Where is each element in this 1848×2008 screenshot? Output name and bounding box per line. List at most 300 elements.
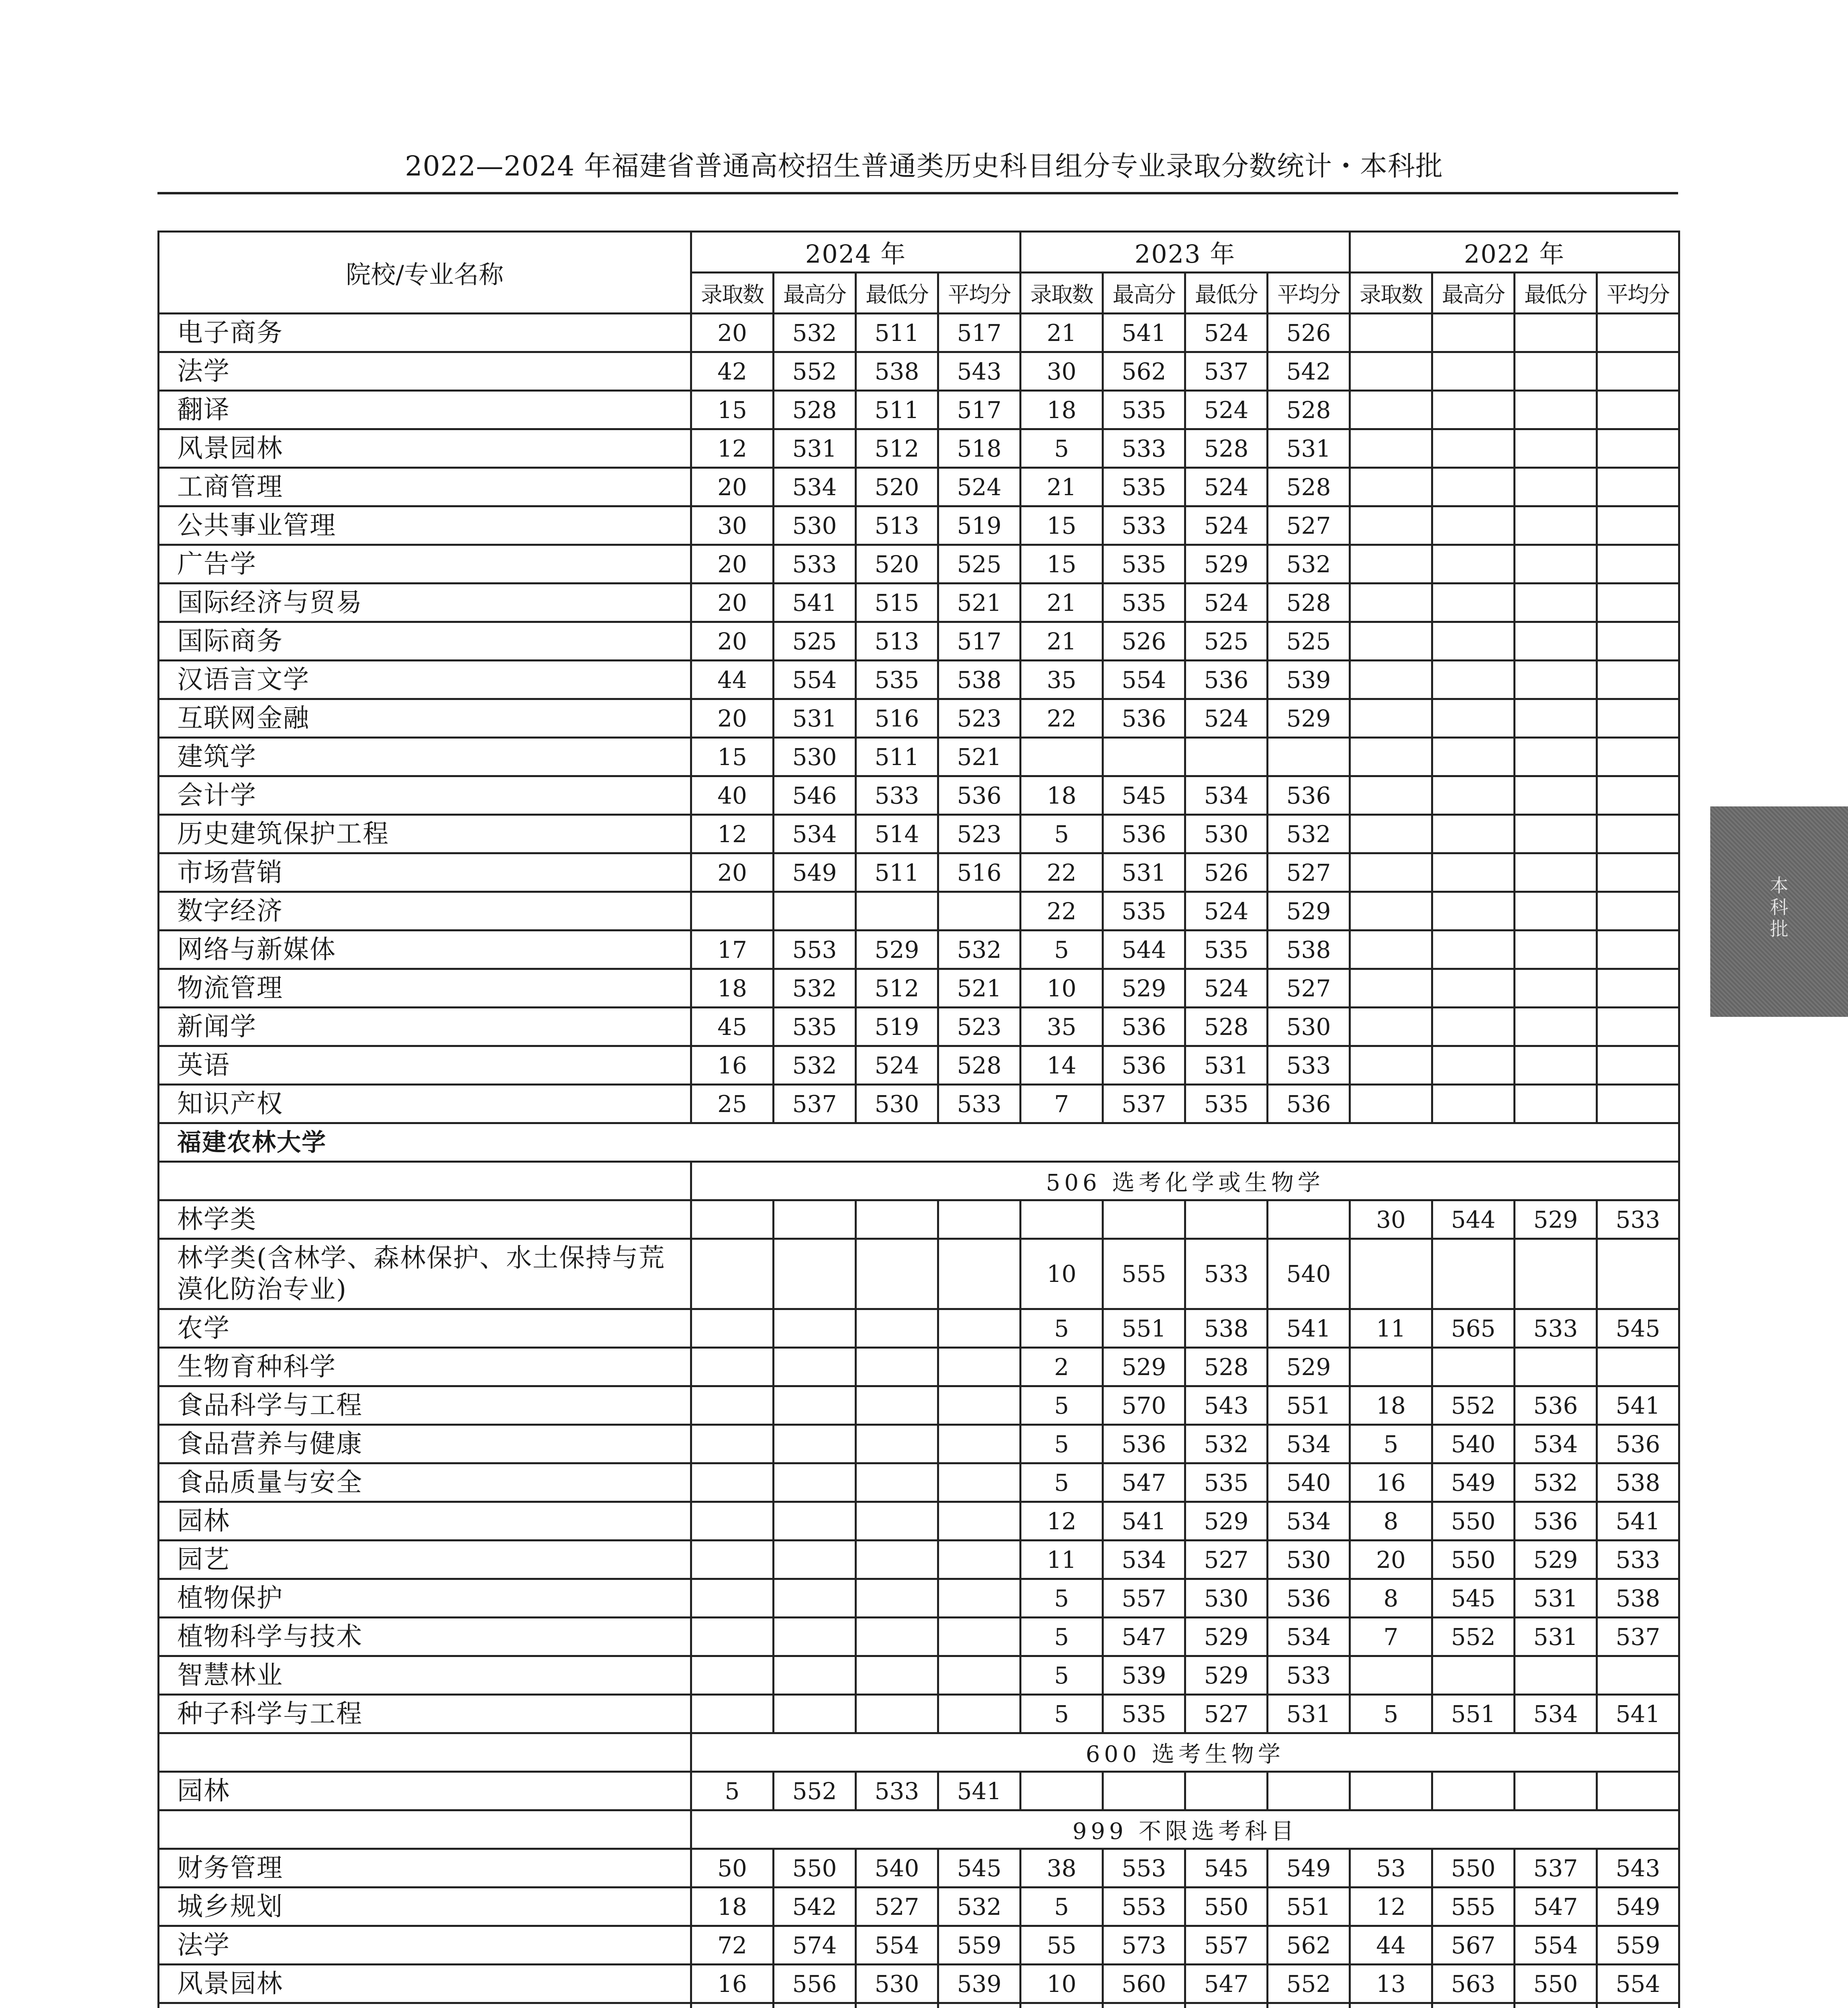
cell-2023-admitted: 11 bbox=[1021, 1541, 1103, 1579]
cell-2022-min: 531 bbox=[1515, 1579, 1597, 1618]
major-name: 数字经济 bbox=[159, 892, 691, 931]
cell-2024-min: 511 bbox=[856, 853, 938, 892]
cell-2023-admitted bbox=[1021, 738, 1103, 776]
cell-2023-avg bbox=[1268, 738, 1350, 776]
cell-2024-avg: 532 bbox=[938, 931, 1021, 969]
cell-2024-min bbox=[856, 1309, 938, 1348]
cell-2024-max bbox=[774, 1463, 856, 1502]
cell-2023-min: 524 bbox=[1185, 391, 1268, 429]
major-name: 法学 bbox=[159, 352, 691, 391]
cell-2024-avg bbox=[938, 1695, 1021, 1733]
cell-2024-max: 556 bbox=[774, 1965, 856, 2003]
cell-2023-max: 529 bbox=[1103, 969, 1185, 1008]
cell-2024-min bbox=[856, 1695, 938, 1733]
cell-2022-admitted bbox=[1350, 661, 1432, 699]
cell-2022-max bbox=[1432, 969, 1515, 1008]
cell-2023-admitted: 2 bbox=[1021, 1348, 1103, 1386]
cell-2024-admitted: 72 bbox=[691, 1926, 774, 1965]
cell-2022-min bbox=[1515, 506, 1597, 545]
cell-2024-min: 512 bbox=[856, 429, 938, 468]
cell-2023-max: 526 bbox=[1103, 622, 1185, 661]
cell-2022-admitted: 12 bbox=[1350, 1888, 1432, 1926]
cell-2022-min bbox=[1515, 738, 1597, 776]
cell-2023-admitted bbox=[1021, 1772, 1103, 1810]
cell-2024-max: 535 bbox=[774, 1008, 856, 1046]
cell-2022-avg bbox=[1597, 352, 1679, 391]
side-tab-label bbox=[1710, 875, 1848, 940]
cell-2023-max: 539 bbox=[1103, 1656, 1185, 1695]
year-header-2022: 2022 年 bbox=[1350, 232, 1679, 273]
cell-2023-avg: 530 bbox=[1268, 1008, 1350, 1046]
cell-2024-admitted: 12 bbox=[691, 815, 774, 853]
cell-2022-max bbox=[1432, 931, 1515, 969]
cell-2023-max: 547 bbox=[1103, 1463, 1185, 1502]
cell-2022-avg bbox=[1597, 892, 1679, 931]
major-name: 英语 bbox=[159, 1046, 691, 1085]
cell-2023-min: 524 bbox=[1185, 969, 1268, 1008]
cell-2022-avg bbox=[1597, 776, 1679, 815]
cell-2022-max: 567 bbox=[1432, 1926, 1515, 1965]
table-row bbox=[159, 429, 1679, 468]
cell-2023-max: 551 bbox=[1103, 1309, 1185, 1348]
cell-2023-avg: 540 bbox=[1268, 1239, 1350, 1309]
cell-2022-min bbox=[1515, 1656, 1597, 1695]
major-name: 植物保护 bbox=[159, 1579, 691, 1618]
cell-2023-min: 537 bbox=[1185, 352, 1268, 391]
cell-2024-avg bbox=[938, 1425, 1021, 1463]
cell-2022-avg bbox=[1597, 1046, 1679, 1085]
cell-2024-admitted bbox=[691, 1386, 774, 1425]
cell-2024-min: 520 bbox=[856, 545, 938, 584]
cell-2022-max bbox=[1432, 352, 1515, 391]
cell-2024-max: 574 bbox=[774, 1926, 856, 1965]
major-name: 风景园林 bbox=[159, 1965, 691, 2003]
cell-2024-admitted bbox=[691, 1309, 774, 1348]
cell-2022-max: 550 bbox=[1432, 1541, 1515, 1579]
major-name: 汉语言文学 bbox=[159, 661, 691, 699]
cell-2023-min: 535 bbox=[1185, 931, 1268, 969]
cell-2023-max: 547 bbox=[1103, 1618, 1185, 1656]
cell-2023-min: 527 bbox=[1185, 1541, 1268, 1579]
cell-2023-admitted: 7 bbox=[1021, 1085, 1103, 1123]
cell-2024-max: 553 bbox=[774, 931, 856, 969]
major-name: 种子科学与工程 bbox=[159, 1695, 691, 1733]
cell-2022-max bbox=[1432, 2003, 1515, 2008]
cell-2024-min bbox=[856, 1348, 938, 1386]
cell-2024-avg: 533 bbox=[938, 1085, 1021, 1123]
cell-2024-max bbox=[774, 1239, 856, 1309]
cell-2024-admitted bbox=[691, 1618, 774, 1656]
cell-2023-admitted: 18 bbox=[1021, 391, 1103, 429]
cell-2022-min: 533 bbox=[1515, 1309, 1597, 1348]
major-name: 历史建筑保护工程 bbox=[159, 815, 691, 853]
cell-2022-admitted: 16 bbox=[1350, 1463, 1432, 1502]
cell-2023-avg: 549 bbox=[1268, 1849, 1350, 1888]
cell-2024-min: 513 bbox=[856, 506, 938, 545]
cell-2024-avg: 559 bbox=[938, 1926, 1021, 1965]
cell-2023-admitted: 5 bbox=[1021, 429, 1103, 468]
major-name: 国际经济与贸易 bbox=[159, 584, 691, 622]
cell-2023-min: 533 bbox=[1185, 1239, 1268, 1309]
cell-2023-max: 555 bbox=[1103, 1239, 1185, 1309]
cell-2024-max: 530 bbox=[774, 506, 856, 545]
cell-2024-max bbox=[774, 1200, 856, 1239]
cell-2023-admitted bbox=[1021, 1200, 1103, 1239]
cell-2023-avg: 562 bbox=[1268, 1926, 1350, 1965]
sub-header-max: 最高分 bbox=[1103, 273, 1185, 314]
cell-2024-min: 519 bbox=[856, 1008, 938, 1046]
cell-2023-avg: 540 bbox=[1268, 1463, 1350, 1502]
cell-2023-min: 529 bbox=[1185, 545, 1268, 584]
cell-2023-max: 535 bbox=[1103, 545, 1185, 584]
cell-2023-admitted: 14 bbox=[1021, 1046, 1103, 1085]
table-row bbox=[159, 1309, 1679, 1348]
table-row bbox=[159, 853, 1679, 892]
cell-2024-max bbox=[774, 1695, 856, 1733]
sub-header-avg: 平均分 bbox=[1268, 273, 1350, 314]
cell-2022-min bbox=[1515, 1348, 1597, 1386]
cell-2023-min: 524 bbox=[1185, 892, 1268, 931]
cell-2024-min: 511 bbox=[856, 314, 938, 352]
cell-2023-avg: 529 bbox=[1268, 699, 1350, 738]
table-row bbox=[159, 699, 1679, 738]
sub-header-min: 最低分 bbox=[1185, 273, 1268, 314]
cell-2023-min: 524 bbox=[1185, 314, 1268, 352]
subject-group-label: 999 不限选考科目 bbox=[691, 1810, 1679, 1849]
cell-2022-avg bbox=[1597, 1008, 1679, 1046]
cell-2024-avg bbox=[938, 1463, 1021, 1502]
cell-2024-min bbox=[856, 2003, 938, 2008]
cell-2024-avg: 541 bbox=[938, 1772, 1021, 1810]
cell-2022-admitted: 53 bbox=[1350, 1849, 1432, 1888]
sub-header-max: 最高分 bbox=[1432, 273, 1515, 314]
cell-2023-avg: 528 bbox=[1268, 468, 1350, 506]
cell-2024-admitted bbox=[691, 1541, 774, 1579]
cell-2023-admitted: 5 bbox=[1021, 1463, 1103, 1502]
cell-2024-max: 542 bbox=[774, 1888, 856, 1926]
cell-2022-avg: 537 bbox=[1597, 1618, 1679, 1656]
cell-2024-admitted bbox=[691, 1656, 774, 1695]
cell-2022-max: 552 bbox=[1432, 1618, 1515, 1656]
cell-2024-max: 546 bbox=[774, 776, 856, 815]
major-name: 网络与新媒体 bbox=[159, 931, 691, 969]
cell-2022-max bbox=[1432, 815, 1515, 853]
cell-2022-admitted bbox=[1350, 1085, 1432, 1123]
major-name: 法学 bbox=[159, 1926, 691, 1965]
cell-2024-min bbox=[856, 1200, 938, 1239]
cell-2022-min bbox=[1515, 1085, 1597, 1123]
cell-2023-min: 557 bbox=[1185, 1926, 1268, 1965]
cell-2023-avg: 531 bbox=[1268, 1695, 1350, 1733]
cell-2024-admitted bbox=[691, 1425, 774, 1463]
cell-2022-min: 532 bbox=[1515, 1463, 1597, 1502]
subject-group-row bbox=[159, 1810, 1679, 1849]
cell-2023-max: 533 bbox=[1103, 429, 1185, 468]
cell-2024-avg: 525 bbox=[938, 545, 1021, 584]
cell-2022-max bbox=[1432, 506, 1515, 545]
cell-2024-min: 511 bbox=[856, 738, 938, 776]
cell-2023-min: 536 bbox=[1185, 661, 1268, 699]
cell-2023-admitted: 10 bbox=[1021, 1239, 1103, 1309]
cell-2023-min: 547 bbox=[1185, 1965, 1268, 2003]
cell-2023-avg: 542 bbox=[1268, 352, 1350, 391]
table-row bbox=[159, 1502, 1679, 1541]
cell-2024-max: 552 bbox=[774, 352, 856, 391]
cell-2024-max bbox=[774, 1656, 856, 1695]
cell-2024-avg: 521 bbox=[938, 584, 1021, 622]
cell-2022-max bbox=[1432, 661, 1515, 699]
cell-2023-min: 528 bbox=[1185, 429, 1268, 468]
major-name: 植物科学与技术 bbox=[159, 1618, 691, 1656]
cell-2024-admitted: 20 bbox=[691, 584, 774, 622]
cell-2023-max: 554 bbox=[1103, 661, 1185, 699]
cell-2022-admitted bbox=[1350, 2003, 1432, 2008]
cell-2022-avg bbox=[1597, 815, 1679, 853]
cell-2023-min: 530 bbox=[1185, 815, 1268, 853]
group-blank-cell bbox=[159, 1733, 691, 1772]
cell-2022-avg: 538 bbox=[1597, 1463, 1679, 1502]
cell-2023-max: 536 bbox=[1103, 815, 1185, 853]
table-row bbox=[159, 1579, 1679, 1618]
cell-2024-admitted: 45 bbox=[691, 1008, 774, 1046]
cell-2024-avg bbox=[938, 1579, 1021, 1618]
cell-2024-min: 535 bbox=[856, 661, 938, 699]
cell-2023-avg: 534 bbox=[1268, 1502, 1350, 1541]
cell-2023-min bbox=[1185, 1772, 1268, 1810]
cell-2024-avg: 538 bbox=[938, 661, 1021, 699]
cell-2022-admitted bbox=[1350, 352, 1432, 391]
table-row bbox=[159, 352, 1679, 391]
cell-2023-avg: 529 bbox=[1268, 892, 1350, 931]
major-name: 国际商务 bbox=[159, 622, 691, 661]
cell-2024-avg: 517 bbox=[938, 314, 1021, 352]
cell-2023-max: 541 bbox=[1103, 314, 1185, 352]
cell-2023-admitted: 5 bbox=[1021, 1618, 1103, 1656]
cell-2023-min: 538 bbox=[1185, 1309, 1268, 1348]
cell-2023-avg: 528 bbox=[1268, 584, 1350, 622]
major-name: 林学类(含林学、森林保护、水土保持与荒漠化防治专业) bbox=[159, 1239, 691, 1309]
cell-2022-min bbox=[1515, 776, 1597, 815]
cell-2023-max: 536 bbox=[1103, 1425, 1185, 1463]
cell-2024-admitted: 30 bbox=[691, 506, 774, 545]
cell-2022-max bbox=[1432, 314, 1515, 352]
cell-2022-min: 534 bbox=[1515, 1425, 1597, 1463]
table-row bbox=[159, 1085, 1679, 1123]
cell-2022-min bbox=[1515, 1239, 1597, 1309]
subject-group-label: 600 选考生物学 bbox=[691, 1733, 1679, 1772]
cell-2022-admitted bbox=[1350, 314, 1432, 352]
cell-2024-avg: 521 bbox=[938, 738, 1021, 776]
cell-2022-max bbox=[1432, 545, 1515, 584]
cell-2023-max: 553 bbox=[1103, 1888, 1185, 1926]
major-name: 农学 bbox=[159, 1309, 691, 1348]
cell-2024-min bbox=[856, 1463, 938, 1502]
cell-2023-avg: 533 bbox=[1268, 1046, 1350, 1085]
cell-2023-avg: 552 bbox=[1268, 1965, 1350, 2003]
cell-2023-min: 543 bbox=[1185, 1386, 1268, 1425]
cell-2023-max: 541 bbox=[1103, 1502, 1185, 1541]
cell-2023-min: 531 bbox=[1185, 1046, 1268, 1085]
cell-2022-avg bbox=[1597, 738, 1679, 776]
cell-2023-min: 529 bbox=[1185, 1502, 1268, 1541]
cell-2023-max: 535 bbox=[1103, 892, 1185, 931]
table-row bbox=[159, 314, 1679, 352]
major-name: 公共事业管理 bbox=[159, 506, 691, 545]
cell-2022-min bbox=[1515, 661, 1597, 699]
cell-2022-max: 544 bbox=[1432, 1200, 1515, 1239]
cell-2023-admitted: 5 bbox=[1021, 1695, 1103, 1733]
table-row bbox=[159, 738, 1679, 776]
cell-2024-min bbox=[856, 1618, 938, 1656]
cell-2024-avg: 518 bbox=[938, 429, 1021, 468]
cell-2022-max: 545 bbox=[1432, 1579, 1515, 1618]
cell-2022-max: 551 bbox=[1432, 1695, 1515, 1733]
cell-2022-admitted bbox=[1350, 892, 1432, 931]
cell-2024-admitted bbox=[691, 1463, 774, 1502]
cell-2022-admitted: 5 bbox=[1350, 1695, 1432, 1733]
cell-2023-min: 529 bbox=[1185, 1618, 1268, 1656]
page-title: 2022—2024 年福建省普通高校招生普通类历史科目组分专业录取分数统计・本科批 bbox=[405, 151, 1443, 182]
table-row bbox=[159, 892, 1679, 931]
cell-2024-admitted bbox=[691, 892, 774, 931]
table-row bbox=[159, 1656, 1679, 1695]
major-name: 互联网金融 bbox=[159, 699, 691, 738]
cell-2023-admitted: 5 bbox=[1021, 1309, 1103, 1348]
major-name: 市场营销 bbox=[159, 853, 691, 892]
table-row bbox=[159, 1348, 1679, 1386]
cell-2023-min: 535 bbox=[1185, 1463, 1268, 1502]
cell-2024-admitted: 12 bbox=[691, 429, 774, 468]
table-row bbox=[159, 1926, 1679, 1965]
cell-2022-avg bbox=[1597, 1772, 1679, 1810]
cell-2023-avg: 538 bbox=[1268, 931, 1350, 969]
cell-2024-avg bbox=[938, 892, 1021, 931]
table-row bbox=[159, 931, 1679, 969]
cell-2023-min: 525 bbox=[1185, 622, 1268, 661]
cell-2022-admitted bbox=[1350, 931, 1432, 969]
cell-2022-max bbox=[1432, 1008, 1515, 1046]
cell-2024-admitted: 25 bbox=[691, 1085, 774, 1123]
cell-2023-max: 557 bbox=[1103, 1579, 1185, 1618]
table-row bbox=[159, 1965, 1679, 2003]
cell-2022-max bbox=[1432, 1772, 1515, 1810]
cell-2022-avg: 538 bbox=[1597, 1579, 1679, 1618]
cell-2023-avg: 536 bbox=[1268, 1579, 1350, 1618]
cell-2023-admitted: 5 bbox=[1021, 1579, 1103, 1618]
cell-2024-avg: 523 bbox=[938, 815, 1021, 853]
cell-2024-avg: 528 bbox=[938, 1046, 1021, 1085]
cell-2022-min: 550 bbox=[1515, 1965, 1597, 2003]
cell-2022-max bbox=[1432, 468, 1515, 506]
cell-2024-max: 530 bbox=[774, 738, 856, 776]
cell-2024-min: 516 bbox=[856, 699, 938, 738]
cell-2024-admitted: 20 bbox=[691, 853, 774, 892]
sub-header-min: 最低分 bbox=[1515, 273, 1597, 314]
cell-2022-min: 536 bbox=[1515, 1502, 1597, 1541]
cell-2022-admitted bbox=[1350, 738, 1432, 776]
major-name: 风景园林 bbox=[159, 429, 691, 468]
sub-header-avg: 平均分 bbox=[1597, 273, 1679, 314]
cell-2022-max: 550 bbox=[1432, 1502, 1515, 1541]
cell-2024-min: 520 bbox=[856, 468, 938, 506]
cell-2023-avg: 541 bbox=[1268, 1309, 1350, 1348]
cell-2023-avg: 528 bbox=[1268, 391, 1350, 429]
sub-header-admitted: 录取数 bbox=[1350, 273, 1432, 314]
cell-2023-avg: 551 bbox=[1268, 1386, 1350, 1425]
cell-2023-min: 524 bbox=[1185, 506, 1268, 545]
cell-2023-max: 536 bbox=[1103, 1008, 1185, 1046]
table-row bbox=[159, 622, 1679, 661]
cell-2022-min bbox=[1515, 429, 1597, 468]
table-body bbox=[159, 314, 1679, 2008]
cell-2024-max bbox=[774, 1386, 856, 1425]
table-row bbox=[159, 1425, 1679, 1463]
cell-2023-max: 533 bbox=[1103, 506, 1185, 545]
cell-2022-avg: 559 bbox=[1597, 1926, 1679, 1965]
cell-2024-avg: 543 bbox=[938, 352, 1021, 391]
cell-2022-min: 537 bbox=[1515, 1849, 1597, 1888]
cell-2022-avg: 549 bbox=[1597, 1888, 1679, 1926]
cell-2022-min: 536 bbox=[1515, 1386, 1597, 1425]
cell-2023-min: 530 bbox=[1185, 1579, 1268, 1618]
cell-2024-avg bbox=[938, 1239, 1021, 1309]
cell-2023-min: 528 bbox=[1185, 1348, 1268, 1386]
cell-2024-min: 533 bbox=[856, 1772, 938, 1810]
cell-2022-min bbox=[1515, 1046, 1597, 1085]
cell-2022-admitted bbox=[1350, 1046, 1432, 1085]
cell-2024-avg: 523 bbox=[938, 699, 1021, 738]
cell-2024-avg bbox=[938, 1502, 1021, 1541]
cell-2023-min bbox=[1185, 738, 1268, 776]
cell-2024-admitted: 20 bbox=[691, 468, 774, 506]
cell-2022-avg: 533 bbox=[1597, 1541, 1679, 1579]
table-row bbox=[159, 776, 1679, 815]
cell-2024-avg: 523 bbox=[938, 1008, 1021, 1046]
cell-2024-min: 511 bbox=[856, 391, 938, 429]
cell-2023-min: 535 bbox=[1185, 1085, 1268, 1123]
cell-2024-max bbox=[774, 1618, 856, 1656]
cell-2023-avg: 536 bbox=[1268, 776, 1350, 815]
table-row bbox=[159, 1772, 1679, 1810]
cell-2022-avg: 545 bbox=[1597, 1309, 1679, 1348]
table-row bbox=[159, 391, 1679, 429]
cell-2023-admitted: 5 bbox=[1021, 1656, 1103, 1695]
cell-2024-max: 528 bbox=[774, 391, 856, 429]
major-name: 广告学 bbox=[159, 545, 691, 584]
cell-2022-max bbox=[1432, 622, 1515, 661]
cell-2022-avg bbox=[1597, 391, 1679, 429]
cell-2024-avg bbox=[938, 1200, 1021, 1239]
cell-2024-max bbox=[774, 1541, 856, 1579]
cell-2024-min: 530 bbox=[856, 1965, 938, 2003]
table-row bbox=[159, 1541, 1679, 1579]
cell-2023-min: 534 bbox=[1185, 776, 1268, 815]
cell-2022-max bbox=[1432, 1239, 1515, 1309]
table-row bbox=[159, 1200, 1679, 1239]
cell-2024-max: 550 bbox=[774, 1849, 856, 1888]
cell-2022-max bbox=[1432, 391, 1515, 429]
cell-2023-max bbox=[1103, 1772, 1185, 1810]
cell-2023-admitted: 55 bbox=[1021, 1926, 1103, 1965]
cell-2023-avg: 536 bbox=[1268, 1085, 1350, 1123]
table-row bbox=[159, 1463, 1679, 1502]
cell-2024-min: 515 bbox=[856, 584, 938, 622]
cell-2024-max: 532 bbox=[774, 1046, 856, 1085]
cell-2023-min: 524 bbox=[1185, 699, 1268, 738]
cell-2024-admitted: 15 bbox=[691, 738, 774, 776]
cell-2024-admitted: 5 bbox=[691, 1772, 774, 1810]
year-header-row bbox=[159, 232, 1679, 273]
